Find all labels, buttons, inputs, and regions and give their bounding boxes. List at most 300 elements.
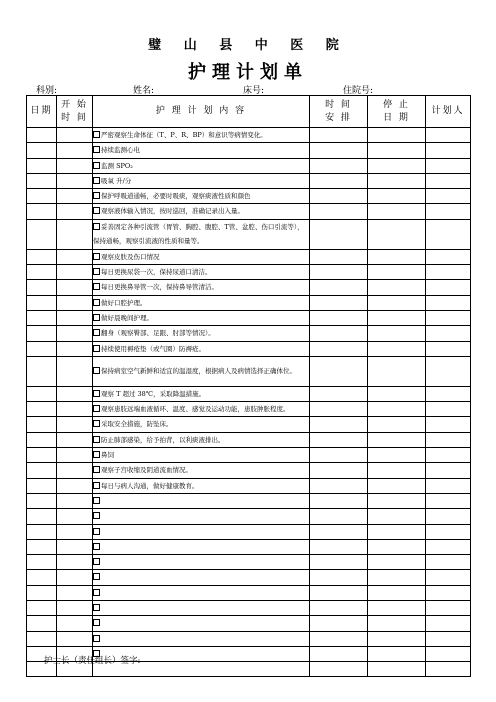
start-time-cell[interactable]	[57, 265, 93, 280]
stop-date-cell[interactable]	[368, 204, 426, 219]
content-cell	[93, 265, 310, 280]
date-cell[interactable]	[27, 631, 57, 646]
checkbox-icon[interactable]	[93, 604, 100, 611]
planner-cell[interactable]	[426, 478, 471, 493]
checkbox-icon[interactable]	[93, 543, 100, 550]
table-row	[27, 539, 471, 554]
content-cell	[93, 189, 310, 204]
date-cell[interactable]	[27, 295, 57, 310]
content-cell	[93, 432, 310, 447]
exec-time-cell[interactable]	[310, 478, 368, 493]
header-start-time: 开 始 时 间	[57, 96, 93, 128]
content-cell	[93, 143, 310, 158]
planner-cell[interactable]	[426, 326, 471, 341]
stop-date-cell[interactable]	[368, 432, 426, 447]
table-row	[27, 295, 471, 310]
table-row	[27, 463, 471, 478]
dept-label: 科别:	[36, 86, 58, 96]
stop-date-cell[interactable]	[368, 386, 426, 401]
content-cell	[93, 341, 310, 356]
exec-time-cell[interactable]	[310, 173, 368, 188]
exec-time-cell[interactable]	[310, 143, 368, 158]
table-row	[27, 219, 471, 249]
stop-date-cell[interactable]	[368, 509, 426, 524]
stop-date-cell[interactable]	[368, 310, 426, 325]
stop-date-cell[interactable]	[368, 417, 426, 432]
start-time-cell[interactable]	[57, 448, 93, 463]
stop-date-cell[interactable]	[368, 493, 426, 508]
table-row	[27, 326, 471, 341]
checkbox-icon[interactable]	[93, 436, 100, 443]
exec-time-cell[interactable]	[310, 539, 368, 554]
stop-date-cell[interactable]	[368, 646, 426, 661]
date-cell[interactable]	[27, 173, 57, 188]
date-cell[interactable]	[27, 265, 57, 280]
table-row	[27, 585, 471, 600]
checkbox-icon[interactable]	[93, 635, 100, 642]
patient-info-row	[0, 83, 496, 95]
date-cell[interactable]	[27, 493, 57, 508]
start-time-cell[interactable]	[57, 432, 93, 447]
plan-item-text: 监测 SPO₂	[101, 161, 133, 170]
checkbox-icon[interactable]	[93, 299, 100, 306]
start-time-cell[interactable]	[57, 585, 93, 600]
header-date: 日期	[27, 96, 57, 128]
header-stop-date: 停 止 日 期	[368, 96, 426, 128]
table-row	[27, 432, 471, 447]
table-body	[27, 128, 471, 677]
exec-time-cell[interactable]	[310, 295, 368, 310]
date-cell[interactable]	[27, 601, 57, 616]
checkbox-icon[interactable]	[93, 283, 100, 290]
stop-date-cell[interactable]	[368, 265, 426, 280]
planner-cell[interactable]	[426, 295, 471, 310]
exec-time-cell[interactable]	[310, 601, 368, 616]
content-cell	[93, 402, 310, 417]
planner-cell[interactable]	[426, 555, 471, 570]
plan-item-text: 做好晨晚间护理。	[101, 313, 153, 322]
exec-time-cell[interactable]	[310, 448, 368, 463]
checkbox-icon[interactable]	[93, 146, 100, 153]
start-time-cell[interactable]	[57, 204, 93, 219]
document-title: 护理计划单	[188, 62, 308, 83]
date-cell[interactable]	[27, 341, 57, 356]
planner-cell[interactable]	[426, 173, 471, 188]
table-row	[27, 310, 471, 325]
checkbox-icon[interactable]	[93, 268, 100, 275]
start-time-cell[interactable]	[57, 478, 93, 493]
table-row	[27, 265, 471, 280]
date-cell[interactable]	[27, 463, 57, 478]
start-time-cell[interactable]	[57, 631, 93, 646]
planner-cell[interactable]	[426, 601, 471, 616]
exec-time-cell[interactable]	[310, 265, 368, 280]
table-row	[27, 478, 471, 493]
stop-date-cell[interactable]	[368, 463, 426, 478]
stop-date-cell[interactable]	[368, 326, 426, 341]
table-row	[27, 493, 471, 508]
checkbox-icon[interactable]	[93, 466, 100, 473]
table-row	[27, 509, 471, 524]
checkbox-icon[interactable]	[93, 131, 100, 138]
content-cell	[93, 524, 310, 539]
checkbox-icon[interactable]	[93, 558, 100, 565]
start-time-cell[interactable]	[57, 555, 93, 570]
planner-cell[interactable]	[426, 402, 471, 417]
exec-time-cell[interactable]	[310, 386, 368, 401]
start-time-cell[interactable]	[57, 310, 93, 325]
planner-cell[interactable]	[426, 265, 471, 280]
planner-cell[interactable]	[426, 249, 471, 264]
date-cell[interactable]	[27, 417, 57, 432]
exec-time-cell[interactable]	[310, 555, 368, 570]
planner-cell[interactable]	[426, 524, 471, 539]
start-time-cell[interactable]	[57, 249, 93, 264]
exec-time-cell[interactable]	[310, 616, 368, 631]
exec-time-cell[interactable]	[310, 570, 368, 585]
content-cell	[93, 601, 310, 616]
stop-date-cell[interactable]	[368, 341, 426, 356]
start-time-cell[interactable]	[57, 570, 93, 585]
content-cell	[93, 448, 310, 463]
table-row	[27, 386, 471, 401]
checkbox-icon[interactable]	[93, 451, 100, 458]
date-cell[interactable]	[27, 204, 57, 219]
date-cell[interactable]	[27, 524, 57, 539]
start-time-cell[interactable]	[57, 386, 93, 401]
stop-date-cell[interactable]	[368, 585, 426, 600]
table-row	[27, 631, 471, 646]
plan-item-text: 持续监测心电	[101, 146, 140, 155]
planner-cell[interactable]	[426, 570, 471, 585]
planner-cell[interactable]	[426, 585, 471, 600]
content-cell	[93, 295, 310, 310]
plan-item-text: 妥善固定各种引流管（胃管、胸腔、腹腔、T管、盆腔、伤口引流等），保持通畅，观察引流液的性质和量等。	[93, 223, 304, 246]
head-nurse-signature-label: 护士长（责任组长）签字:	[44, 656, 141, 666]
start-time-cell[interactable]	[57, 356, 93, 386]
stop-date-cell[interactable]	[368, 601, 426, 616]
date-cell[interactable]	[27, 386, 57, 401]
planner-cell[interactable]	[426, 432, 471, 447]
date-cell[interactable]	[27, 616, 57, 631]
exec-time-cell[interactable]	[310, 158, 368, 173]
table-row	[27, 555, 471, 570]
plan-item-text: 每日更换尿袋一次，保持尿道口清洁。	[101, 268, 212, 277]
content-cell	[93, 310, 310, 325]
content-cell	[93, 478, 310, 493]
checkbox-icon[interactable]	[93, 177, 100, 184]
stop-date-cell[interactable]	[368, 570, 426, 585]
content-cell	[93, 463, 310, 478]
hospital-name: 璧 山 县 中 医 院	[148, 38, 348, 53]
table-row	[27, 341, 471, 356]
exec-time-cell[interactable]	[310, 509, 368, 524]
table-row	[27, 616, 471, 631]
exec-time-cell[interactable]	[310, 219, 368, 249]
start-time-cell[interactable]	[57, 493, 93, 508]
checkbox-icon[interactable]	[93, 192, 100, 199]
date-cell[interactable]	[27, 219, 57, 249]
content-cell	[93, 128, 310, 143]
plan-item-text: 每日与病人沟通，做好健康教育。	[101, 481, 199, 490]
stop-date-cell[interactable]	[368, 189, 426, 204]
plan-item-text: 保持病室空气新鲜和适宜的温湿度，根据病人及病情选择正确体位。	[101, 367, 296, 376]
checkbox-icon[interactable]	[93, 253, 100, 260]
start-time-cell[interactable]	[57, 417, 93, 432]
stop-date-cell[interactable]	[368, 448, 426, 463]
exec-time-cell[interactable]	[310, 402, 368, 417]
exec-time-cell[interactable]	[310, 341, 368, 356]
content-cell	[93, 173, 310, 188]
planner-cell[interactable]	[426, 341, 471, 356]
header-exec-time: 时 间 安 排	[310, 96, 368, 128]
date-cell[interactable]	[27, 280, 57, 295]
stop-date-cell[interactable]	[368, 143, 426, 158]
plan-item-text: 观察液体输入情况，按时巡回，准确记录出入量。	[101, 207, 244, 216]
start-time-cell[interactable]	[57, 601, 93, 616]
table-row	[27, 417, 471, 432]
table-row	[27, 601, 471, 616]
date-cell[interactable]	[27, 539, 57, 554]
start-time-cell[interactable]	[57, 189, 93, 204]
plan-item-text: 观察子宫收缩及阴道流血情况。	[101, 466, 192, 475]
date-cell[interactable]	[27, 128, 57, 143]
stop-date-cell[interactable]	[368, 356, 426, 386]
start-time-cell[interactable]	[57, 128, 93, 143]
content-cell	[93, 509, 310, 524]
checkbox-icon[interactable]	[93, 390, 100, 397]
date-cell[interactable]	[27, 585, 57, 600]
checkbox-icon[interactable]	[93, 528, 100, 535]
start-time-cell[interactable]	[57, 173, 93, 188]
stop-date-cell[interactable]	[368, 280, 426, 295]
content-cell	[93, 417, 310, 432]
stop-date-cell[interactable]	[368, 173, 426, 188]
exec-time-cell[interactable]	[310, 189, 368, 204]
table-row	[27, 448, 471, 463]
content-cell	[93, 356, 310, 386]
plan-item-text: 吸氧 升/分	[101, 176, 132, 185]
stop-date-cell[interactable]	[368, 616, 426, 631]
checkbox-icon[interactable]	[93, 329, 100, 336]
content-cell	[93, 204, 310, 219]
header-planner: 计划人	[426, 96, 471, 128]
exec-time-cell[interactable]	[310, 417, 368, 432]
exec-time-cell[interactable]	[310, 524, 368, 539]
date-cell[interactable]	[27, 570, 57, 585]
checkbox-icon[interactable]	[93, 367, 100, 374]
checkbox-icon[interactable]	[93, 162, 100, 169]
stop-date-cell[interactable]	[368, 539, 426, 554]
exec-time-cell[interactable]	[310, 432, 368, 447]
table-row	[27, 570, 471, 585]
start-time-cell[interactable]	[57, 524, 93, 539]
checkbox-icon[interactable]	[93, 573, 100, 580]
table-header-row	[27, 96, 471, 128]
empty-cell[interactable]	[426, 662, 471, 677]
plan-item-text: 防止肺部感染，给予拍背，以利痰液排出。	[101, 435, 225, 444]
checkbox-icon[interactable]	[93, 420, 100, 427]
planner-cell[interactable]	[426, 204, 471, 219]
plan-item-text: 采取安全措施，防坠床。	[101, 420, 173, 429]
stop-date-cell[interactable]	[368, 128, 426, 143]
stop-date-cell[interactable]	[368, 555, 426, 570]
date-cell[interactable]	[27, 189, 57, 204]
exec-time-cell[interactable]	[310, 585, 368, 600]
date-cell[interactable]	[27, 310, 57, 325]
checkbox-icon[interactable]	[93, 207, 100, 214]
planner-cell[interactable]	[426, 539, 471, 554]
exec-time-cell[interactable]	[310, 631, 368, 646]
checkbox-icon[interactable]	[93, 314, 100, 321]
start-time-cell[interactable]	[57, 158, 93, 173]
stop-date-cell[interactable]	[368, 158, 426, 173]
content-cell	[93, 570, 310, 585]
stop-date-cell[interactable]	[368, 402, 426, 417]
checkbox-icon[interactable]	[93, 223, 100, 230]
exec-time-cell[interactable]	[310, 310, 368, 325]
date-cell[interactable]	[27, 143, 57, 158]
exec-time-cell[interactable]	[310, 204, 368, 219]
date-cell[interactable]	[27, 448, 57, 463]
start-time-cell[interactable]	[57, 402, 93, 417]
bed-label: 床号:	[243, 86, 265, 96]
checkbox-icon[interactable]	[93, 589, 100, 596]
content-cell	[93, 386, 310, 401]
planner-cell[interactable]	[426, 616, 471, 631]
date-cell[interactable]	[27, 509, 57, 524]
table-row	[27, 402, 471, 417]
planner-cell[interactable]	[426, 448, 471, 463]
planner-cell[interactable]	[426, 128, 471, 143]
checkbox-icon[interactable]	[93, 619, 100, 626]
plan-item-text: 翻身（观察臀部、足跟、肘部等情况）。	[101, 329, 215, 338]
table-row	[27, 356, 471, 386]
content-cell	[93, 326, 310, 341]
start-time-cell[interactable]	[57, 341, 93, 356]
date-cell[interactable]	[27, 249, 57, 264]
table-row	[27, 189, 471, 204]
exec-time-cell[interactable]	[310, 249, 368, 264]
start-time-cell[interactable]	[57, 539, 93, 554]
plan-item-text: 保护呼吸道通畅，必要时吸痰，观察痰液性质和颜色	[101, 192, 251, 201]
exec-time-cell[interactable]	[310, 356, 368, 386]
planner-cell[interactable]	[426, 310, 471, 325]
date-cell[interactable]	[27, 356, 57, 386]
start-time-cell[interactable]	[57, 295, 93, 310]
name-label: 姓名:	[133, 86, 155, 96]
content-cell	[93, 158, 310, 173]
start-time-cell[interactable]	[57, 326, 93, 341]
table-row	[27, 143, 471, 158]
start-time-cell[interactable]	[57, 280, 93, 295]
date-cell[interactable]	[27, 478, 57, 493]
nursing-plan-table	[26, 95, 471, 677]
admission-number-label: 住院号:	[343, 86, 374, 96]
exec-time-cell[interactable]	[310, 493, 368, 508]
planner-cell[interactable]	[426, 219, 471, 249]
date-cell[interactable]	[27, 402, 57, 417]
planner-cell[interactable]	[426, 158, 471, 173]
start-time-cell[interactable]	[57, 616, 93, 631]
checkbox-icon[interactable]	[93, 512, 100, 519]
plan-item-text: 观察患肢远端血液循环、温度、感觉及运动功能，患肢肿胀程度。	[101, 405, 290, 414]
plan-item-text: 鼻饲	[101, 451, 114, 460]
planner-cell[interactable]	[426, 386, 471, 401]
checkbox-icon[interactable]	[93, 345, 100, 352]
content-cell	[93, 539, 310, 554]
content-cell	[93, 249, 310, 264]
checkbox-icon[interactable]	[93, 405, 100, 412]
checkbox-icon[interactable]	[93, 482, 100, 489]
date-cell[interactable]	[27, 158, 57, 173]
table-row	[27, 249, 471, 264]
exec-time-cell[interactable]	[310, 280, 368, 295]
stop-date-cell[interactable]	[368, 249, 426, 264]
planner-cell[interactable]	[426, 631, 471, 646]
planner-cell[interactable]	[426, 189, 471, 204]
stop-date-cell[interactable]	[368, 295, 426, 310]
planner-cell[interactable]	[426, 646, 471, 661]
plan-item-text: 每日更换鼻导管一次，保持鼻导管清洁。	[101, 283, 218, 292]
table-row	[27, 280, 471, 295]
planner-cell[interactable]	[426, 417, 471, 432]
table-row	[27, 204, 471, 219]
exec-time-cell[interactable]	[310, 128, 368, 143]
content-cell	[93, 280, 310, 295]
content-cell	[93, 555, 310, 570]
exec-time-cell[interactable]	[310, 326, 368, 341]
empty-cell[interactable]	[368, 662, 426, 677]
plan-item-text: 持续使用褥疮垫（或气圈）防褥疮。	[101, 344, 205, 353]
plan-item-text: 做好口腔护理。	[101, 298, 147, 307]
planner-cell[interactable]	[426, 356, 471, 386]
exec-time-cell[interactable]	[310, 646, 368, 661]
content-cell	[93, 585, 310, 600]
start-time-cell[interactable]	[57, 463, 93, 478]
start-time-cell[interactable]	[57, 143, 93, 158]
plan-item-text: 观察皮肤及伤口情况	[101, 252, 160, 261]
stop-date-cell[interactable]	[368, 524, 426, 539]
date-cell[interactable]	[27, 555, 57, 570]
stop-date-cell[interactable]	[368, 219, 426, 249]
stop-date-cell[interactable]	[368, 631, 426, 646]
start-time-cell[interactable]	[57, 509, 93, 524]
planner-cell[interactable]	[426, 143, 471, 158]
plan-item-text: 观察 T 超过 38℃，采取降温措施。	[101, 389, 206, 398]
date-cell[interactable]	[27, 432, 57, 447]
header-content: 护 理 计 划 内 容	[93, 96, 310, 128]
plan-item-text: 严密观察生命体征（T、P、R、BP）和意识等病情变化。	[101, 131, 267, 139]
empty-cell[interactable]	[310, 662, 368, 677]
content-cell	[93, 616, 310, 631]
planner-cell[interactable]	[426, 463, 471, 478]
date-cell[interactable]	[27, 326, 57, 341]
exec-time-cell[interactable]	[310, 463, 368, 478]
stop-date-cell[interactable]	[368, 478, 426, 493]
checkbox-icon[interactable]	[93, 497, 100, 504]
content-cell	[93, 631, 310, 646]
planner-cell[interactable]	[426, 280, 471, 295]
content-cell	[93, 219, 310, 249]
start-time-cell[interactable]	[57, 219, 93, 249]
content-cell	[93, 493, 310, 508]
table-row	[27, 158, 471, 173]
planner-cell[interactable]	[426, 509, 471, 524]
table-row	[27, 524, 471, 539]
table-row	[27, 128, 471, 143]
planner-cell[interactable]	[426, 493, 471, 508]
